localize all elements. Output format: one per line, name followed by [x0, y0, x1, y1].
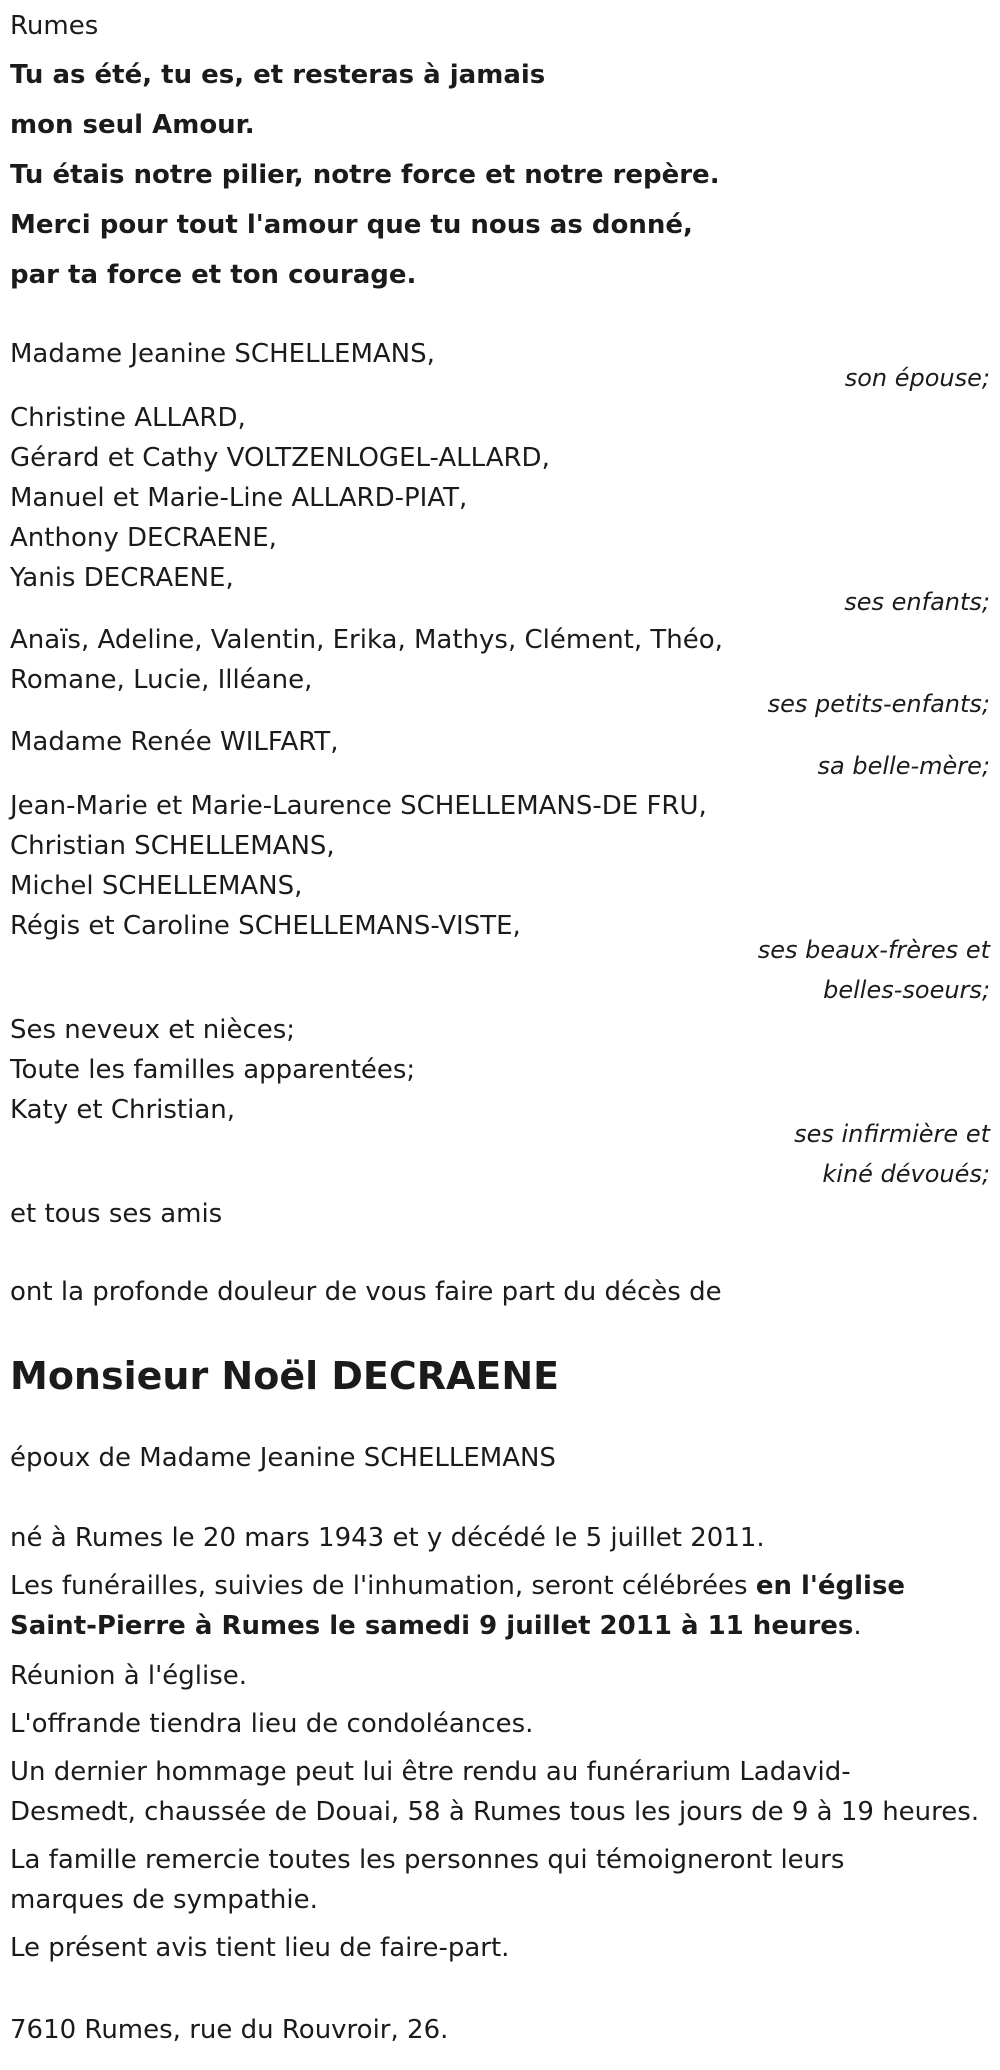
- in-law-name: Jean-Marie et Marie-Laurence SCHELLEMANS-DE FRU,: [10, 791, 707, 821]
- funeral-line-2: [10, 1606, 862, 1646]
- funeral-place: en l'église: [755, 1571, 906, 1601]
- reunion: Réunion à l'église.: [10, 1661, 248, 1691]
- funeral-date: Saint-Pierre à Rumes le samedi 9 juillet 2011 à 11 heures: [10, 1611, 854, 1641]
- child-name: Christine ALLARD,: [10, 403, 246, 433]
- offering: L'offrande tiendra lieu de condoléances.: [10, 1709, 534, 1739]
- town-name: Rumes: [10, 11, 99, 41]
- in-law-name: Michel SCHELLEMANS,: [10, 871, 303, 901]
- poem-line: par ta force et ton courage.: [10, 260, 417, 290]
- poem-line: mon seul Amour.: [10, 110, 255, 140]
- in-law-name: Christian SCHELLEMANS,: [10, 831, 335, 861]
- friends-line: et tous ses amis: [10, 1199, 223, 1229]
- notice: Le présent avis tient lieu de faire-part.: [10, 1933, 510, 1963]
- grandchildren-line: Romane, Lucie, Illéane,: [10, 665, 313, 695]
- announcement: ont la profonde douleur de vous faire part du décès de: [10, 1277, 722, 1307]
- poem-line: Tu as été, tu es, et resteras à jamais: [10, 60, 546, 90]
- mother-in-law-name: Madame Renée WILFART,: [10, 727, 339, 757]
- homage-line: Desmedt, chaussée de Douai, 58 à Rumes tous les jours de 9 à 19 heures.: [10, 1797, 980, 1827]
- child-name: Yanis DECRAENE,: [10, 563, 234, 593]
- funeral-line-1: [10, 1566, 905, 1606]
- in-law-name: Régis et Caroline SCHELLEMANS-VISTE,: [10, 911, 521, 941]
- birth-death: né à Rumes le 20 mars 1943 et y décédé le 5 juillet 2011.: [10, 1523, 765, 1553]
- poem-line: Tu étais notre pilier, notre force et notre repère.: [10, 160, 720, 190]
- in-laws-role: belles-soeurs;: [823, 976, 990, 1004]
- spouse-role: son épouse;: [844, 364, 990, 392]
- funeral-end: .: [853, 1611, 862, 1641]
- caregivers-role: kiné dévoués;: [822, 1160, 990, 1188]
- caregivers-role: ses infirmière et: [794, 1120, 990, 1148]
- grandchildren-role: ses petits-enfants;: [767, 690, 990, 718]
- spouse-of: époux de Madame Jeanine SCHELLEMANS: [10, 1443, 556, 1473]
- grandchildren-line: Anaïs, Adeline, Valentin, Erika, Mathys, Clément, Théo,: [10, 625, 723, 655]
- thanks-line: marques de sympathie.: [10, 1885, 318, 1915]
- child-name: Anthony DECRAENE,: [10, 523, 277, 553]
- address: 7610 Rumes, rue du Rouvroir, 26.: [10, 2015, 449, 2045]
- thanks-line: La famille remercie toutes les personnes qui témoigneront leurs: [10, 1845, 845, 1875]
- child-name: Manuel et Marie-Line ALLARD-PIAT,: [10, 483, 468, 513]
- in-laws-role: ses beaux-frères et: [757, 936, 990, 964]
- child-name: Gérard et Cathy VOLTZENLOGEL-ALLARD,: [10, 443, 550, 473]
- spouse-name: Madame Jeanine SCHELLEMANS,: [10, 339, 435, 369]
- relatives-line: Katy et Christian,: [10, 1095, 236, 1125]
- homage-line: Un dernier hommage peut lui être rendu au funérarium Ladavid-: [10, 1757, 851, 1787]
- mother-in-law-role: sa belle-mère;: [817, 752, 990, 780]
- poem-line: Merci pour tout l'amour que tu nous as donné,: [10, 210, 693, 240]
- relatives-line: Toute les familles apparentées;: [10, 1055, 416, 1085]
- funeral-intro: Les funérailles, suivies de l'inhumation, seront célébrées: [10, 1571, 756, 1601]
- relatives-line: Ses neveux et nièces;: [10, 1015, 296, 1045]
- deceased-name: Monsieur Noël DECRAENE: [10, 1354, 560, 1398]
- children-role: ses enfants;: [844, 588, 990, 616]
